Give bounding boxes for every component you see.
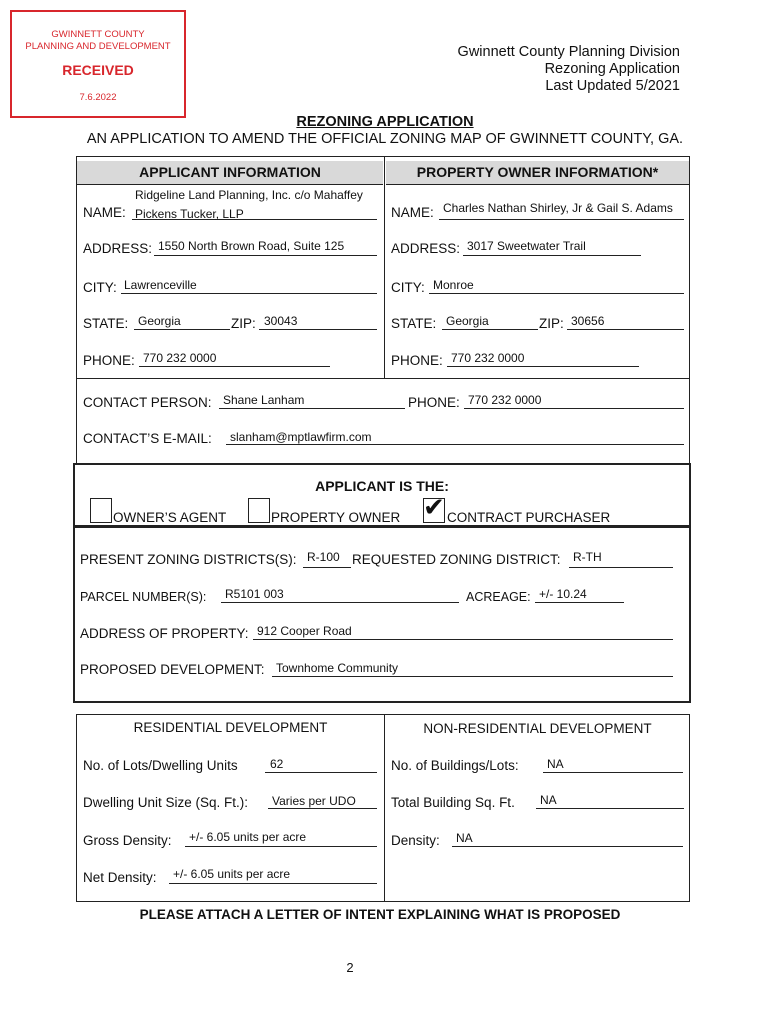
parcel-number-line bbox=[221, 602, 459, 603]
owner-name-label: NAME: bbox=[391, 205, 434, 220]
building-sqft-value[interactable]: NA bbox=[540, 793, 557, 807]
nonres-density-line bbox=[452, 846, 683, 847]
page-subtitle: AN APPLICATION TO AMEND THE OFFICIAL ZONING MAP OF GWINNETT COUNTY, GA. bbox=[86, 131, 684, 147]
gross-density-label: Gross Density: bbox=[83, 833, 172, 848]
applicant-name-line bbox=[132, 219, 377, 220]
owner-city-line bbox=[429, 293, 684, 294]
development-divider bbox=[384, 714, 385, 902]
lots-value[interactable]: 62 bbox=[270, 757, 284, 771]
stamp-line1: GWINNETT COUNTY bbox=[51, 29, 145, 40]
net-density-label: Net Density: bbox=[83, 870, 157, 885]
column-divider bbox=[384, 156, 385, 379]
stamp-line2: PLANNING AND DEVELOPMENT bbox=[25, 41, 171, 52]
acreage-value[interactable]: +/- 10.24 bbox=[539, 587, 587, 601]
contact-person-line bbox=[219, 408, 405, 409]
owner-zip-value[interactable]: 30656 bbox=[571, 314, 605, 328]
buildings-line bbox=[543, 772, 683, 773]
owner-address-value[interactable]: 3017 Sweetwater Trail bbox=[467, 239, 586, 253]
requested-zoning-label: REQUESTED ZONING DISTRICT: bbox=[352, 552, 561, 567]
unit-size-line bbox=[268, 808, 377, 809]
applicant-name-line2[interactable]: Pickens Tucker, LLP bbox=[135, 207, 244, 221]
applicant-phone-line bbox=[139, 366, 330, 367]
applicant-zip-value[interactable]: 30043 bbox=[264, 314, 298, 328]
owner-state-label: STATE: bbox=[391, 316, 437, 331]
owner-address-line bbox=[463, 255, 641, 256]
owner-phone-line bbox=[447, 366, 639, 367]
nonres-density-value[interactable]: NA bbox=[456, 831, 473, 845]
unit-size-value[interactable]: Varies per UDO bbox=[272, 794, 356, 808]
requested-zoning-line bbox=[569, 567, 673, 568]
applicant-zip-label: ZIP: bbox=[231, 316, 256, 331]
owner-zip-line bbox=[567, 329, 684, 330]
contract-purchaser-label: CONTRACT PURCHASER bbox=[447, 510, 611, 525]
applicant-state-label: STATE: bbox=[83, 316, 129, 331]
nonres-density-label: Density: bbox=[391, 833, 440, 848]
contact-email-label: CONTACT’S E-MAIL: bbox=[83, 431, 212, 446]
owners-agent-label: OWNER’S AGENT bbox=[113, 510, 227, 525]
owner-phone-value[interactable]: 770 232 0000 bbox=[451, 351, 525, 365]
document-header bbox=[458, 44, 680, 95]
header-updated: Last Updated 5/2021 bbox=[545, 78, 680, 94]
contact-email-value[interactable]: slanham@mptlawfirm.com bbox=[230, 430, 372, 444]
residential-heading: RESIDENTIAL DEVELOPMENT bbox=[133, 720, 328, 735]
applicant-state-line bbox=[134, 329, 230, 330]
applicant-city-line bbox=[121, 293, 377, 294]
header-division: Gwinnett County Planning Division bbox=[457, 44, 680, 60]
property-address-label: ADDRESS OF PROPERTY: bbox=[80, 626, 249, 641]
applicant-name-line1[interactable]: Ridgeline Land Planning, Inc. c/o Mahaffey bbox=[135, 188, 363, 202]
owner-name-line bbox=[439, 219, 684, 220]
page-number: 2 bbox=[346, 960, 354, 975]
gross-density-value[interactable]: +/- 6.05 units per acre bbox=[189, 830, 307, 844]
header-form-name: Rezoning Application bbox=[544, 61, 680, 77]
contact-section bbox=[76, 378, 690, 464]
page-title: REZONING APPLICATION bbox=[296, 114, 474, 130]
present-zoning-label: PRESENT ZONING DISTRICTS(S): bbox=[80, 552, 297, 567]
applicant-phone-label: PHONE: bbox=[83, 353, 135, 368]
acreage-label: ACREAGE: bbox=[466, 590, 531, 604]
proposed-development-value[interactable]: Townhome Community bbox=[276, 661, 399, 675]
applicant-heading: APPLICANT INFORMATION bbox=[77, 161, 383, 185]
proposed-development-line bbox=[272, 676, 673, 677]
present-zoning-line bbox=[303, 567, 351, 568]
present-zoning-value[interactable]: R-100 bbox=[307, 550, 340, 564]
stamp-status: RECEIVED bbox=[62, 62, 134, 78]
parcel-number-value[interactable]: R5101 003 bbox=[225, 587, 284, 601]
net-density-line bbox=[169, 883, 377, 884]
contact-phone-label: PHONE: bbox=[408, 395, 460, 410]
applicant-city-label: CITY: bbox=[83, 280, 117, 295]
owner-name-value[interactable]: Charles Nathan Shirley, Jr & Gail S. Adams bbox=[443, 201, 673, 215]
owner-phone-label: PHONE: bbox=[391, 353, 443, 368]
requested-zoning-value[interactable]: R-TH bbox=[573, 550, 602, 564]
gross-density-line bbox=[185, 846, 377, 847]
property-owner-label: PROPERTY OWNER bbox=[271, 510, 401, 525]
acreage-line bbox=[535, 602, 624, 603]
stamp-date: 7.6.2022 bbox=[79, 92, 117, 103]
contact-email-line bbox=[226, 444, 684, 445]
unit-size-label: Dwelling Unit Size (Sq. Ft.): bbox=[83, 795, 249, 810]
proposed-development-label: PROPOSED DEVELOPMENT: bbox=[80, 662, 265, 677]
nonresidential-heading: NON-RESIDENTIAL DEVELOPMENT bbox=[423, 721, 652, 736]
applicant-name-label: NAME: bbox=[83, 205, 126, 220]
applicant-zip-line bbox=[259, 329, 377, 330]
applicant-phone-value[interactable]: 770 232 0000 bbox=[143, 351, 217, 365]
owner-city-label: CITY: bbox=[391, 280, 425, 295]
parcel-number-label: PARCEL NUMBER(S): bbox=[80, 590, 207, 604]
building-sqft-line bbox=[536, 808, 684, 809]
buildings-label: No. of Buildings/Lots: bbox=[391, 758, 519, 773]
buildings-value[interactable]: NA bbox=[547, 757, 564, 771]
building-sqft-label: Total Building Sq. Ft. bbox=[391, 795, 515, 810]
lots-line bbox=[265, 772, 377, 773]
owner-heading: PROPERTY OWNER INFORMATION* bbox=[386, 161, 689, 185]
contract-purchaser-checkbox[interactable] bbox=[423, 493, 445, 523]
owner-city-value[interactable]: Monroe bbox=[433, 278, 474, 292]
checkmark-icon: ✔ bbox=[423, 493, 445, 523]
letter-of-intent-note: PLEASE ATTACH A LETTER OF INTENT EXPLAINING WHAT IS PROPOSED bbox=[139, 907, 621, 922]
property-address-value[interactable]: 912 Cooper Road bbox=[257, 624, 352, 638]
owner-address-label: ADDRESS: bbox=[391, 241, 461, 256]
applicant-state-value[interactable]: Georgia bbox=[138, 314, 181, 328]
applicant-address-line bbox=[154, 255, 377, 256]
contact-person-value[interactable]: Shane Lanham bbox=[223, 393, 305, 407]
applicant-is-heading: APPLICANT IS THE: bbox=[315, 478, 449, 494]
received-stamp bbox=[10, 10, 186, 118]
contact-person-label: CONTACT PERSON: bbox=[83, 395, 212, 410]
property-address-line bbox=[253, 639, 673, 640]
owner-state-value[interactable]: Georgia bbox=[446, 314, 489, 328]
owner-state-line bbox=[442, 329, 538, 330]
owner-zip-label: ZIP: bbox=[539, 316, 564, 331]
applicant-address-value[interactable]: 1550 North Brown Road, Suite 125 bbox=[158, 239, 345, 253]
contact-phone-line bbox=[464, 408, 684, 409]
applicant-city-value[interactable]: Lawrenceville bbox=[124, 278, 197, 292]
lots-label: No. of Lots/Dwelling Units bbox=[83, 758, 238, 773]
net-density-value[interactable]: +/- 6.05 units per acre bbox=[173, 867, 291, 881]
applicant-address-label: ADDRESS: bbox=[83, 241, 153, 256]
contact-phone-value[interactable]: 770 232 0000 bbox=[468, 393, 542, 407]
owners-agent-checkbox[interactable] bbox=[90, 498, 112, 523]
property-owner-checkbox[interactable] bbox=[248, 498, 270, 523]
